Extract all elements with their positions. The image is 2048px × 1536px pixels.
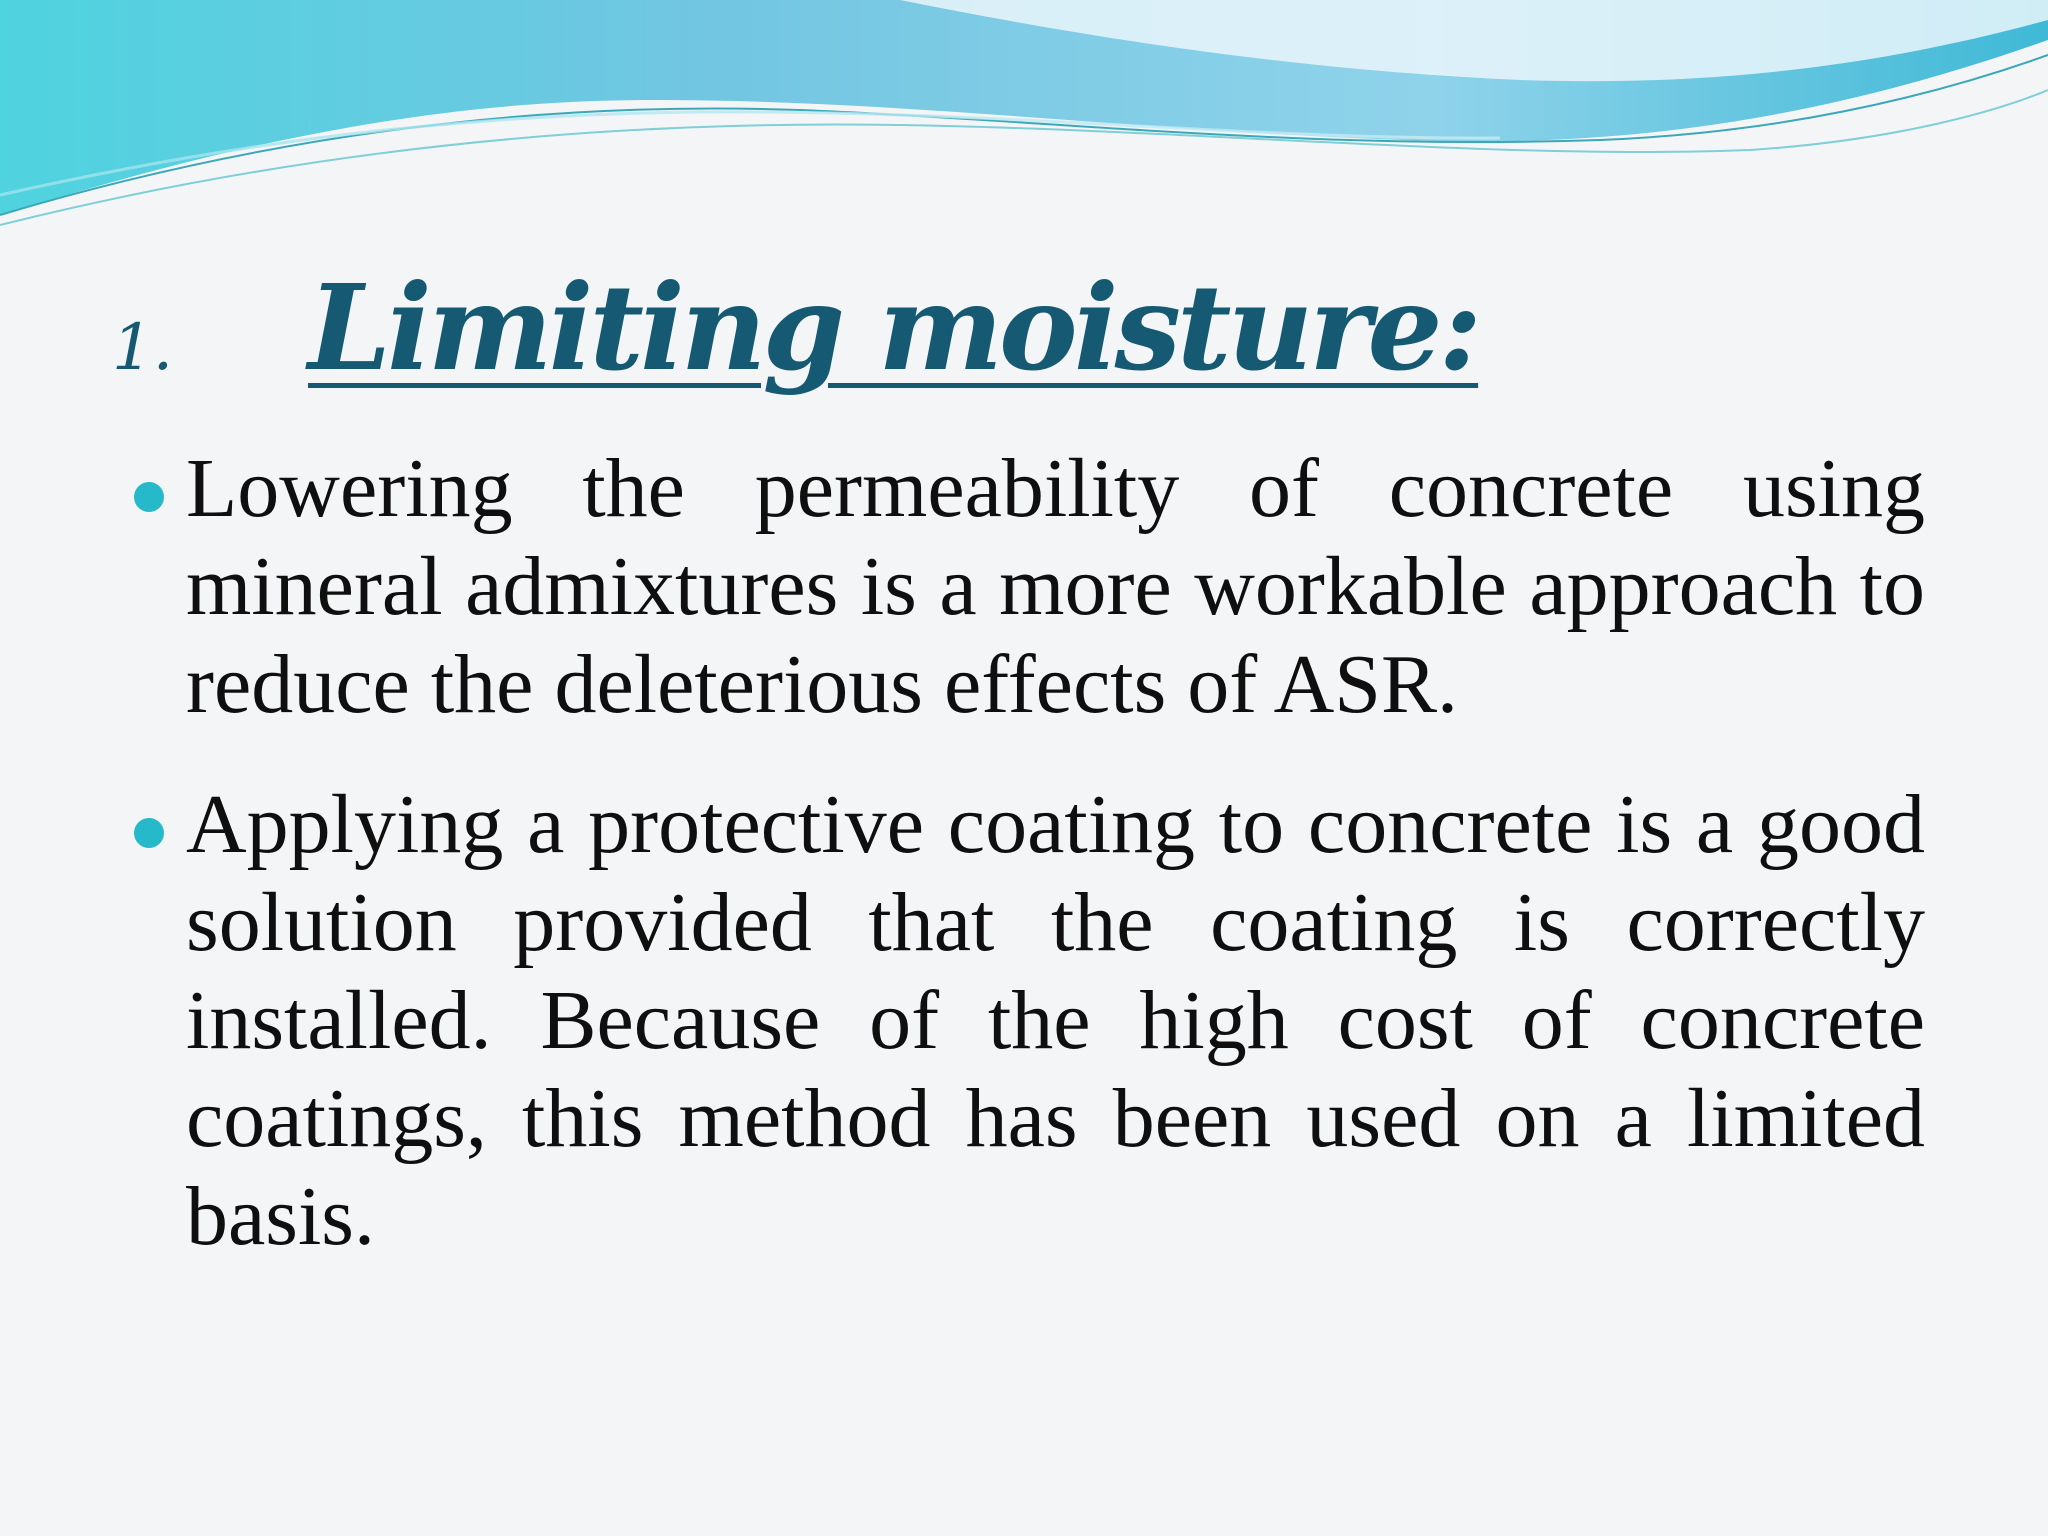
title-number: 1. <box>112 311 174 385</box>
title-text: Limiting moisture: <box>308 258 1479 397</box>
decorative-wave-banner <box>0 0 2048 240</box>
bullet-icon <box>134 482 164 512</box>
list-item <box>130 440 1925 734</box>
list-item <box>130 776 1925 1266</box>
bullet-text: Applying a protective coating to concrete is a good solution provided that the coating is correctly installed. Because of the high cost of concrete coatings, this method has been used on a limited basis. <box>186 778 1925 1263</box>
slide-title <box>112 258 1478 398</box>
bullet-text: Lowering the permeability of concrete using mineral admixtures is a more workable approach to reduce the deleterious effects of ASR. <box>186 442 1925 731</box>
bullet-icon <box>134 818 164 848</box>
bullet-list <box>130 440 1925 1308</box>
